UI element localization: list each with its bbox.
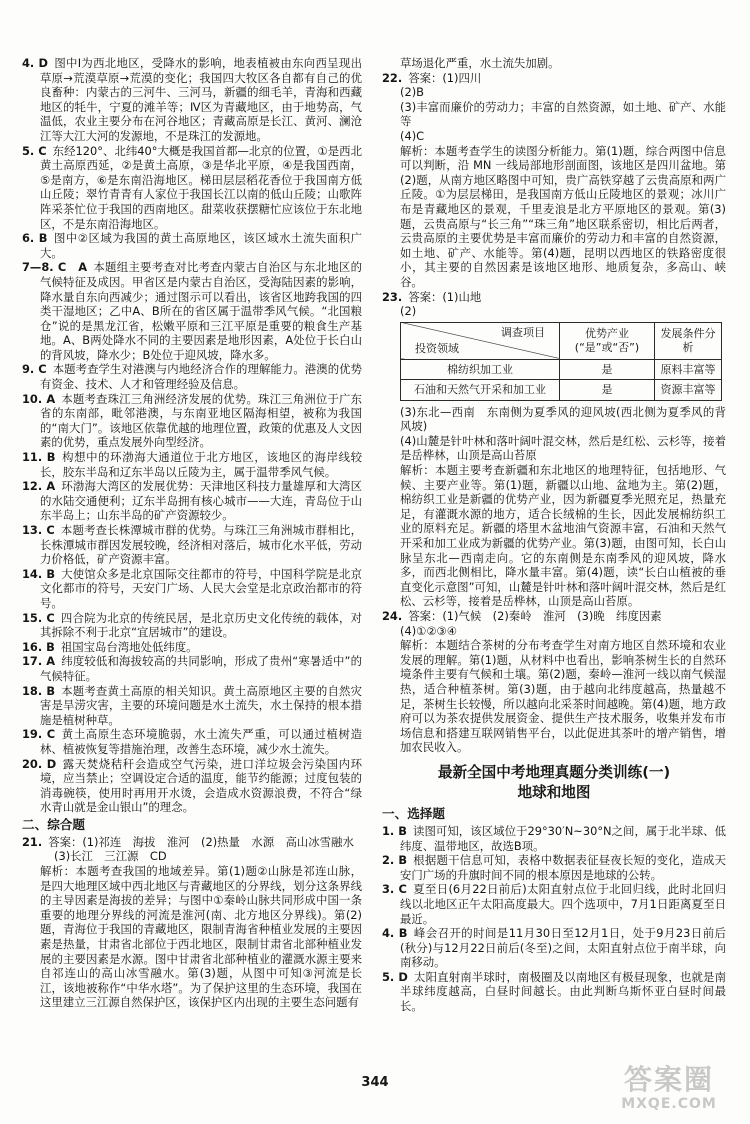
question-23-block bbox=[382, 290, 726, 610]
header-advantage: 优势产业(“是”或“否”) bbox=[560, 322, 655, 359]
item-number: 9. C bbox=[22, 362, 47, 377]
item-number: 18. B bbox=[22, 683, 56, 698]
item-number: 2. B bbox=[382, 853, 408, 868]
choice-answer-item bbox=[22, 362, 362, 391]
analysis-text: 解析：本题结合茶树的分布考查学生对南方地区自然环境和农业发展的理解。第(1)题，从材料中也看出，影响茶树生长的自然环境条件主要有气候和土壤。第(2)题，秦岭—淮河一线以南气候湿热，适合种植茶树。第(3)题，由于越向北纬度越高，热量越不足，茶树生长较慢，所以越向北采茶时间越晚。第(4)题，地方政府可以为茶农提供发展资金、提供生产技术服务，收集并发布市场信息和搭建互联网销售平台，以此促进其茶叶的增产销售，增加农民收入。 bbox=[400, 638, 726, 755]
answer-line: (4)①②③④ bbox=[400, 623, 457, 638]
choice-answer-item bbox=[382, 882, 726, 926]
table-cell-advantage: 是 bbox=[560, 380, 655, 401]
item-number: 12. A bbox=[22, 479, 56, 494]
right-column bbox=[382, 56, 726, 1014]
item-number: 22. bbox=[382, 70, 403, 85]
item-number: 1. B bbox=[382, 823, 407, 838]
item-number: 10. A bbox=[22, 391, 56, 406]
question-22-block bbox=[382, 71, 726, 290]
item-number: 5. D bbox=[382, 969, 408, 984]
page-number: 344 bbox=[361, 1075, 389, 1090]
item-explanation: 黄土高原生态环境脆弱，水土流失严重，可以通过植树造林、植被恢复等措施治理，改善生态环境，减少水土流失。 bbox=[40, 727, 362, 756]
choice-answer-item bbox=[22, 757, 362, 815]
answer-line bbox=[382, 71, 726, 86]
choice-answer-item bbox=[22, 231, 362, 260]
answer-line: (3)东北—西南 东南侧为夏季风的迎风坡(西北侧为夏季风的背风坡) bbox=[400, 404, 726, 434]
item-number: 16. B bbox=[22, 639, 55, 654]
answer-line: (4)C bbox=[400, 128, 425, 143]
table-row bbox=[401, 359, 722, 380]
section-heading-choice: 一、选择题 bbox=[382, 805, 445, 821]
item-explanation: 祖国宝岛台湾地处低纬度。 bbox=[60, 639, 198, 654]
item-number: 13. C bbox=[22, 523, 55, 537]
table-header-row bbox=[401, 322, 722, 359]
answer-text: 答案：(1)山地 bbox=[408, 289, 482, 304]
table-cell-field: 石油和天然气开采和加工业 bbox=[401, 380, 560, 401]
item-number: 11. B bbox=[22, 450, 56, 465]
item-explanation: 大使馆众多是北京国际交往都市的符号，中国科学院是北京文化都市的符号，天安门广场、人民大会堂是北京政治都市的符号。 bbox=[40, 566, 362, 610]
answer-line: (2)B bbox=[400, 85, 424, 100]
item-explanation: 根据题干信息可知，表格中数据表征昼夜长短的变化，造成天安门广场的升旗时间不同的根本原因是地球的公转。 bbox=[400, 853, 726, 882]
item-number: 5. C bbox=[22, 143, 47, 158]
chapter-subtitle: 地球和地图 bbox=[517, 783, 591, 801]
answer-line bbox=[382, 609, 726, 624]
header-survey-item: 调查项目 bbox=[501, 325, 545, 339]
table-cell-field: 棉纺织加工业 bbox=[401, 359, 560, 380]
watermark-text: 答案圈 bbox=[623, 1063, 714, 1096]
item-number: 23. bbox=[382, 289, 403, 304]
item-explanation: 本题考查学生对港澳与内地经济合作的理解能力。港澳的优势有资金、技术、人才和管理经验及信息。 bbox=[40, 362, 362, 392]
answer-line: (3)丰富而廉价的劳动力；丰富的自然资源，如土地、矿产、水能等 bbox=[400, 99, 726, 129]
continued-text: 草场退化严重，水土流失加剧。 bbox=[400, 56, 560, 70]
item-number: 21. bbox=[22, 834, 43, 849]
item-number: 17. A bbox=[22, 654, 56, 669]
choice-answer-item bbox=[382, 824, 726, 853]
item-number: 14. B bbox=[22, 566, 56, 581]
answer-line: (4)山麓是针叶林和落叶阔叶混交林，然后是红松、云杉等，接着是岳桦林，山顶是高山苔原 bbox=[400, 433, 726, 463]
item-explanation: 纬度较低和海拔较高的共同影响，形成了贵州“寒暑适中”的气候特征。 bbox=[40, 654, 362, 683]
choice-answer-item bbox=[382, 970, 726, 1014]
watermark-logo bbox=[596, 1064, 742, 1112]
choice-answer-item bbox=[22, 567, 362, 611]
analysis-text: 解析：本题主要考查新疆和东北地区的地理特征，包括地形、气候、主要产业等。第(1)题，新疆以山地、盆地为主。第(2)题，棉纺织工业是新疆的优势产业，因为新疆夏季光照充足，热量充足，有灌溉水源的地方，适合长绒棉的生长，因此发展棉纺织工业的原料充足。新疆的塔里木盆地油气资源丰富，石油和天然气开采和加工业成为新疆的优势产业。第(3)题，由图可知，长白山脉呈东北—西南走向。它的东南侧是东南季风的迎风坡，降水多，而西北侧相比，降水量丰富。第(4)题，读“长白山植被的垂直变化示意图”可知，山麓是针叶林和落叶阔叶混交林，然后是红松、云杉等，接着是岳桦林，山顶是高山苔原。 bbox=[400, 463, 726, 609]
choice-answer-item bbox=[22, 640, 362, 655]
item-number: 15. C bbox=[22, 610, 55, 625]
table-row bbox=[401, 380, 722, 401]
item-explanation: 图中②区域为我国的黄土高原地区，该区域水土流失面积广大。 bbox=[40, 231, 363, 260]
choice-answer-item bbox=[382, 926, 726, 970]
table-cell-advantage: 是 bbox=[560, 359, 655, 380]
answer-line bbox=[22, 835, 362, 850]
item-number: 3. C bbox=[382, 882, 407, 897]
header-investment-field: 投资领域 bbox=[415, 342, 459, 356]
item-explanation: 本题组主要考查对比考查内蒙古自治区与东北地区的气候特征及成因。甲省区是内蒙古自治区，受海陆因素的影响，降水量自东向西减少；通过图示可以看出，该省区地跨我国的四类干湿地区；乙中A、B所在的省区属于温带季风气候。“北国粮仓”说的是黑龙江省，松嫩平原和三江平原是重要的粮食生产基地。A、B两处降水不同的主要因素是地形因素，A处位于长白山的背风坡，降水少；B处位于迎风坡，降水多。 bbox=[40, 260, 362, 362]
chapter-title: 最新全国中考地理真题分类训练(一) bbox=[437, 763, 671, 781]
industry-survey-table bbox=[400, 322, 722, 401]
item-number: 6. B bbox=[22, 231, 48, 246]
diagonal-header-cell bbox=[401, 322, 560, 359]
item-explanation: 太阳直射南半球时，南极圈及以南地区有极昼现象，也就是南半球纬度越高，白昼时间越长。由此判断乌斯怀亚白昼时间最长。 bbox=[400, 969, 726, 1014]
choice-answer-item bbox=[22, 611, 362, 640]
item-explanation: 东经120°、北纬40°大概是我国首都—北京的位置，①是西北黄土高原西延，②是黄土高原，③是华北平原，④是我国西南，⑤是南方，⑥是东南沿海地区。梯田层层稻花香位于我国南方低山丘陵；翠竹青青有人家位于我国长江以南的低山丘陵；山歌阵阵采茶忙位于我国的西南地区。甜菜收获摆糖忙应该位于东北地区，不是东南沿海地区。 bbox=[40, 143, 363, 231]
answer-text: 答案：(1)祁连 海拔 淮河 (2)热量 水源 高山冰雪融水 bbox=[48, 834, 354, 849]
item-number: 4. D bbox=[22, 56, 48, 70]
choice-answer-item bbox=[22, 450, 362, 479]
answer-text: 答案：(1)四川 bbox=[408, 70, 482, 85]
choice-answer-item bbox=[22, 684, 362, 728]
choice-answer-item bbox=[22, 56, 362, 144]
answer-line: (2) bbox=[400, 304, 417, 319]
item-explanation: 本题考查黄土高原的相关知识。黄土高原地区主要的自然灾害是旱涝灾害，主要的环境问题是水土流失，水土保持的根本措施是植树种草。 bbox=[40, 683, 362, 727]
item-number: 19. C bbox=[22, 727, 56, 742]
answer-line: (3)长江 三江源 CD bbox=[54, 849, 167, 864]
item-number: 20. D bbox=[22, 756, 57, 771]
question-24-block bbox=[382, 609, 726, 755]
section-heading-comprehensive: 二、综合题 bbox=[22, 816, 85, 832]
item-explanation: 本题考查长株潭城市群的优势。与珠江三角洲城市群相比，长株潭城市群因发展较晚，经济相对落后，城市化水平低，劳动力价格低，矿产资源丰富。 bbox=[40, 523, 362, 567]
item-explanation: 读图可知，该区域位于29°30′N~30°N之间，属于北半球、低纬度、温带地区，故选B项。 bbox=[400, 823, 727, 853]
item-explanation: 环渤海大湾区的发展优势：天津地区科技力量雄厚和大湾区的水陆交通便利；辽东半岛拥有核心城市——大连，青岛位于山东半岛上；山东半岛的矿产资源较少。 bbox=[40, 479, 362, 523]
choice-answer-item bbox=[22, 479, 362, 523]
choice-answer-item bbox=[22, 392, 362, 450]
choice-answer-item bbox=[382, 853, 726, 882]
item-explanation: 图中Ⅰ为西北地区，受降水的影响，地表植被由东向西呈现出草原→荒漠草原→荒漠的变化；我国四大牧区各自都有自己的优良畜种：内蒙古的三河牛、三河马，新疆的细毛羊，青海和西藏地区的牦牛，宁夏的滩羊等；Ⅳ区为青藏地区，由于地势高，气温低，农业主要分布在河谷地区；青藏高原是长江、黄河、澜沧江等大江大河的发源地，不是珠江的发源地。 bbox=[40, 56, 362, 143]
item-explanation: 本题考查珠江三角洲经济发展的优势。珠江三角洲位于广东省的东南部，毗邻港澳，与东南亚地区隔海相望，被称为我国的“南大门”。该地区依靠优越的地理位置，政策的优惠及人文因素的优势，重点发展外向型经济。 bbox=[40, 391, 362, 450]
table-cell-conditions: 资源丰富等 bbox=[655, 380, 722, 401]
table-cell-conditions: 原料丰富等 bbox=[655, 359, 722, 380]
item-explanation: 露天焚烧秸秆会造成空气污染，进口洋垃圾会污染国内环境，应当禁止；空调设定合适的温度，能节约能源；过度包装的消毒碗筷，使用时再用开水烫，会造成水资源浪费，不符合“绿水青山就是金山银山”的理念。 bbox=[40, 756, 362, 815]
analysis-text: 解析：本题考查学生的读图分析能力。第(1)题，综合两图中信息可以判断，沿 MN 一线局部地形剖面图，该地区是四川盆地。第(2)题，从南方地区略图中可知，贵广高铁穿越了云贵高原和两广丘陵。①为层层梯田，是我国南方低山丘陵地区的景观；冰川广布是青藏地区的景观，千里麦浪是北方平原地区的景观。第(3)题，云贵高原与“长三角”“珠三角”地区联系密切，相比后两者，云贵高原的主要优势是丰富而廉价的劳动力和丰富的自然资源，如土地、矿产、水能等。第(4)题，昆明以西地区的铁路密度很小，其主要的自然因素是该地区地形、地质复杂，多高山、峡谷。 bbox=[400, 143, 726, 289]
choice-answer-item bbox=[22, 144, 362, 232]
choice-answer-item bbox=[22, 260, 362, 362]
item-number: 24. bbox=[382, 609, 403, 623]
left-column bbox=[22, 56, 362, 1010]
item-number: 4. B bbox=[382, 926, 408, 941]
item-explanation: 四合院为北京的传统民居，是北京历史文化传统的载体，对其拆除不利于北京“宜居城市”的建设。 bbox=[40, 610, 362, 640]
item-number: 7—8. C A bbox=[22, 260, 88, 275]
item-explanation: 峰会召开的时间是11月30日至12月1日，处于9月23日前后(秋分)与12月22日前后(冬至)之间，太阳直射点位于南半球，向南移动。 bbox=[400, 926, 726, 970]
watermark-url: MXQE.COM bbox=[621, 1096, 717, 1112]
choice-answer-item bbox=[22, 654, 362, 683]
analysis-text: 解析：本题考查我国的地域差异。第(1)题②山脉是祁连山脉，是四大地理区域中西北地区与青藏地区的分界线，划分这条界线的主导因素是海拔的差异；与图中①秦岭山脉共同形成中国一条重要的地理分界线的河流是淮河(南、北方地区分界线)。第(2)题，青海位于我国的青藏地区，限制青海省种植业发展的主要因素是热量，甘肃省北部位于西北地区，限制甘肃省北部种植业发展的主要因素是水源。图中甘肃省北部种植业的灌溉水源主要来自祁连山的高山冰雪融水。第(3)题，从图中可知③河流是长江，该地被称作“中华水塔”。为了保护这里的生态环境，我国在这里建立三江源自然保护区，该保护区内出现的主要生态问题有 bbox=[40, 864, 362, 1010]
question-21-block bbox=[22, 835, 362, 1010]
answer-text: 答案：(1)气候 (2)秦岭 淮河 (3)晚 纬度因素 bbox=[408, 609, 662, 623]
answer-line bbox=[382, 290, 726, 305]
choice-answer-item bbox=[22, 727, 362, 756]
header-conditions: 发展条件分析 bbox=[655, 322, 722, 359]
item-explanation: 夏至日(6月22日前后)太阳直射点位于北回归线，此时北回归线以北地区正午太阳高度最大。四个选项中，7月1日距离夏至日最近。 bbox=[400, 882, 726, 926]
item-explanation: 构想中的环渤海大通道位于北方地区，该地区的海岸线较长，胶东半岛和辽东半岛以丘陵为主，属于温带季风气候。 bbox=[40, 450, 362, 479]
choice-answer-item bbox=[22, 523, 362, 567]
